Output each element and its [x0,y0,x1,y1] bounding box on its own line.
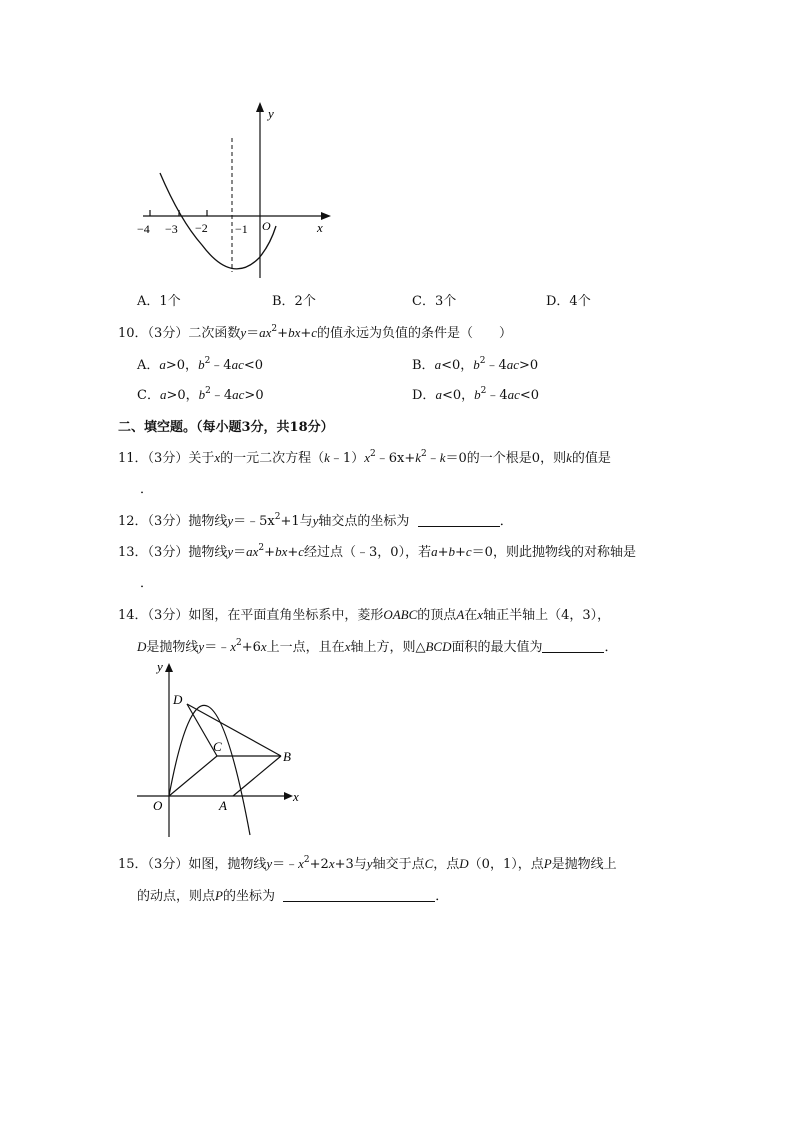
q15-text: 轴交于点 [372,857,425,872]
question-number: 14．（3分） [118,608,189,623]
q12-dot: ． [499,514,513,529]
tick-label: −4 [137,222,150,236]
q15-stem-line2: 的动点，则点P的坐标为 ． [137,888,449,904]
x-axis-arrow-icon [321,212,331,220]
q11-text: ﹣1） [329,451,365,466]
segment-ab [233,756,281,796]
question-number: 10．（3分） [118,326,189,341]
q13-text: 抛物线 [188,545,228,560]
point-b-label: B [283,749,291,764]
q11-stem: 11．（3分）关于x的一元二次方程$(k﹣1)x^2﹣6x+k^2﹣k=0$的一个根是0，则k的值是 [118,449,611,466]
x-axis-arrow-icon [284,792,293,800]
q9-option-b: B．2个 [272,294,316,309]
q11-text: ＝0的一个根是0，则 [445,451,567,466]
q14-stem-line2: D是抛物线$y=﹣x^2+6x$上一点，且在x轴上方，则△BCD面积的最大值为 ． [137,638,618,655]
option-letter: C． [137,388,160,403]
q14-rhombus-figure [135,657,315,839]
q9-option-c: C．3个 [412,294,457,309]
segment-db [187,704,281,756]
q14-text: 的顶点 [417,608,457,623]
question-number: 13．（3分） [118,545,189,560]
q14-dot: ． [604,640,618,655]
q12-text: 抛物线 [188,514,228,529]
option-letter: A． [137,358,160,373]
parabola-curve [160,173,276,269]
answer-blank[interactable] [418,514,500,527]
q10-stem: 10．（3分）二次函数$y=ax^2+bx+c$的值永远为负值的条件是（ ） [118,324,513,341]
q14-text: 在 [464,608,478,623]
q11-text: ﹣ [426,451,440,466]
point-c-label: C [213,739,222,754]
x-axis-label: x [317,220,323,235]
q15-text: ，点 [433,857,460,872]
origin-label: O [262,219,271,233]
option-letter: B． [412,358,435,373]
q14-text: 面积的最大值为 [451,640,543,655]
point-a-label: A [219,798,227,813]
question-number: 15．（3分） [118,857,189,872]
y-axis-arrow-icon [256,102,264,112]
q15-text: 是抛物线上 [551,857,617,872]
q11-end-dot: ． [140,482,154,497]
q10-text: 二次函数 [188,326,241,341]
q14-text: 轴上方，则△ [350,640,426,655]
q11-text: 关于 [188,451,215,466]
q14-text: 上一点，且在 [266,640,345,655]
question-number: 12．（3分） [118,514,189,529]
question-number: 11．（3分） [118,451,189,466]
q13-stem: 13．（3分）抛物线$y=ax^2+bx+c$经过点（﹣3，0），若a+b+c＝0，则此抛物线的对称轴是 [118,543,636,560]
q11-text: 的一元二次方程（ [220,451,325,466]
q15-text: （0，1），点 [468,857,544,872]
q15-text: 的动点，则点 [137,889,216,904]
q15-text: 的坐标为 [222,889,275,904]
tick-label: −2 [195,221,208,235]
parabola-curve [169,705,250,835]
q14-stem-line1: 14．（3分）如图，在平面直角坐标系中，菱形OABC的顶点A在x轴正半轴上（4，3）， [118,607,611,623]
q9-option-a: A．1个 [137,294,181,309]
q15-stem-line1: 15．（3分）如图，抛物线$y=﹣x^2+2x+3$与y轴交于点C，点D（0，1），点P是抛物线上 [118,855,617,872]
q12-text: +1与 [280,514,313,529]
answer-blank[interactable] [283,889,435,902]
q14-text: 如图，在平面直角坐标系中，菱形 [188,608,384,623]
q10-option-d: D．a<0，$b^2﹣4ac<0$ [412,386,540,403]
rhombus-oabc [169,756,281,796]
section-header: 二、填空题。（每小题3分，共18分） [118,420,334,435]
q14-text: 轴正半轴上（4，3）， [483,608,611,623]
y-axis-label: y [268,106,274,121]
q13-text: 经过点（﹣3，0），若 [304,545,432,560]
tick-label: −1 [235,222,248,236]
q10-option-a: A．a>0，$b^2﹣4ac<0$ [137,356,264,373]
q15-text: 与 [353,857,367,872]
q11-text: 的值是 [571,451,611,466]
q15-dot: ． [435,889,449,904]
q13-text: ＝0，则此抛物线的对称轴是 [471,545,636,560]
q12-text: 轴交点的坐标为 [318,514,410,529]
origin-label: O [153,798,163,813]
answer-blank[interactable] [542,640,604,653]
q13-end-dot: ． [140,576,154,591]
q12-stem: 12．（3分）抛物线$y=﹣5x^2+1$与y轴交点的坐标为 ． [118,512,513,529]
q10-text-tail: 的值永远为负值的条件是（ ） [317,326,513,341]
y-axis-label: y [157,659,163,674]
tick-label: −3 [165,222,178,236]
point-d-label: D [173,692,183,707]
q10-option-c: C．a>0，$b^2﹣4ac>0$ [137,386,264,403]
q12-text: ＝﹣5x [233,514,275,529]
q9-parabola-figure [135,100,335,280]
q9-option-d: D．4个 [546,294,591,309]
y-axis-arrow-icon [165,663,173,672]
q15-text: 如图，抛物线 [188,857,267,872]
q11-text: ﹣6x+ [375,451,416,466]
q14-text: 是抛物线 [146,640,199,655]
x-axis-label: x [293,789,299,804]
q10-option-b: B．a<0，$b^2﹣4ac>0$ [412,356,539,373]
option-letter: D． [412,388,436,403]
